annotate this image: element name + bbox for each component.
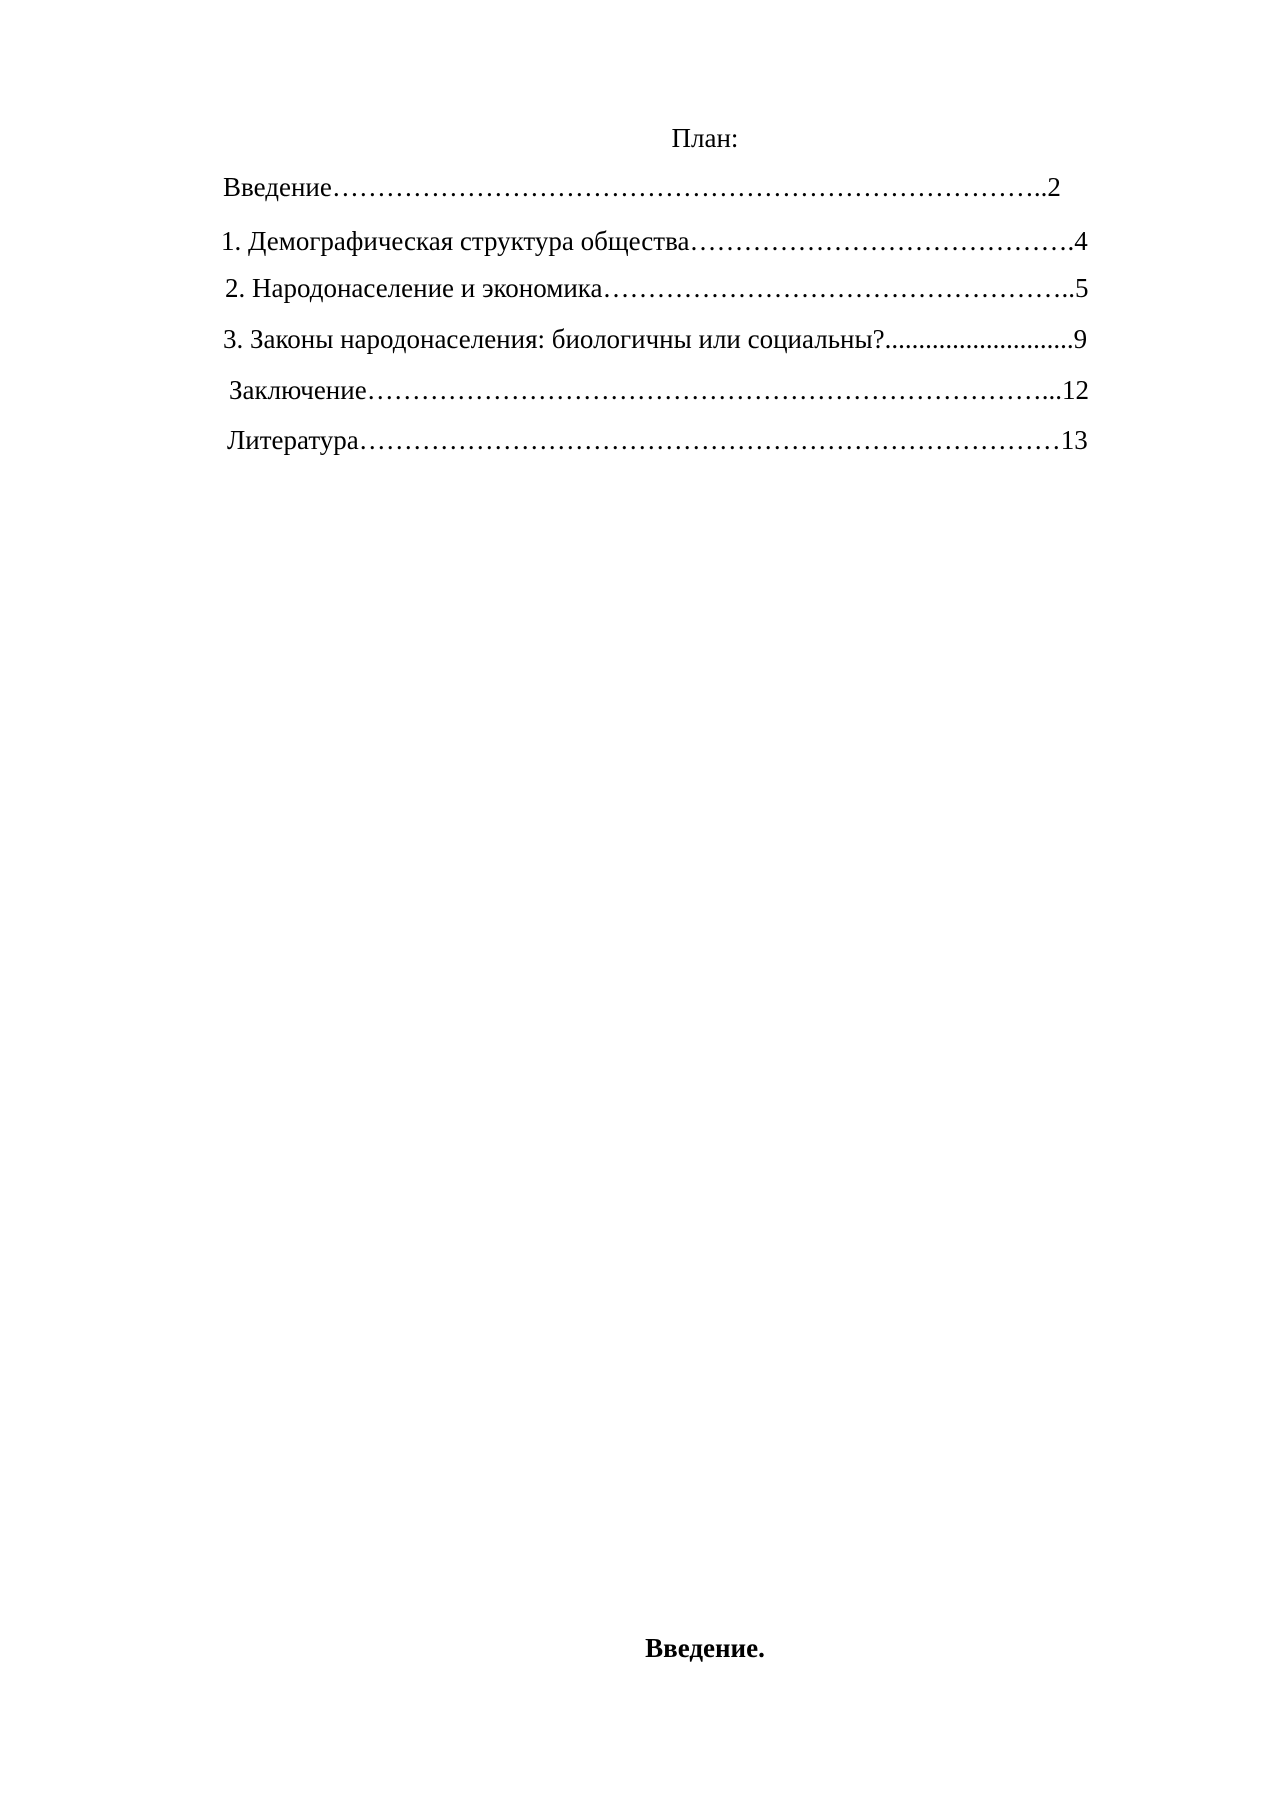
toc-entry-literature: Литература……………………………………………………………………13: [227, 425, 1088, 455]
toc-entry-conclusion: Заключение…………………………………………………………………...12: [229, 375, 1089, 405]
toc-entry-introduction: Введение……………………………………………………………………..2: [223, 172, 1061, 202]
introduction-heading: Введение.: [645, 1633, 765, 1663]
plan-title: План:: [671, 123, 739, 153]
toc-entry-chapter-3: 3. Законы народонаселения: биологичны или социальны?............................9: [223, 324, 1088, 354]
toc-entry-chapter-1: 1. Демографическая структура общества…………………………………….4: [221, 226, 1088, 256]
toc-entry-chapter-2: 2. Народонаселение и экономика……………………………………………..5: [225, 273, 1089, 303]
